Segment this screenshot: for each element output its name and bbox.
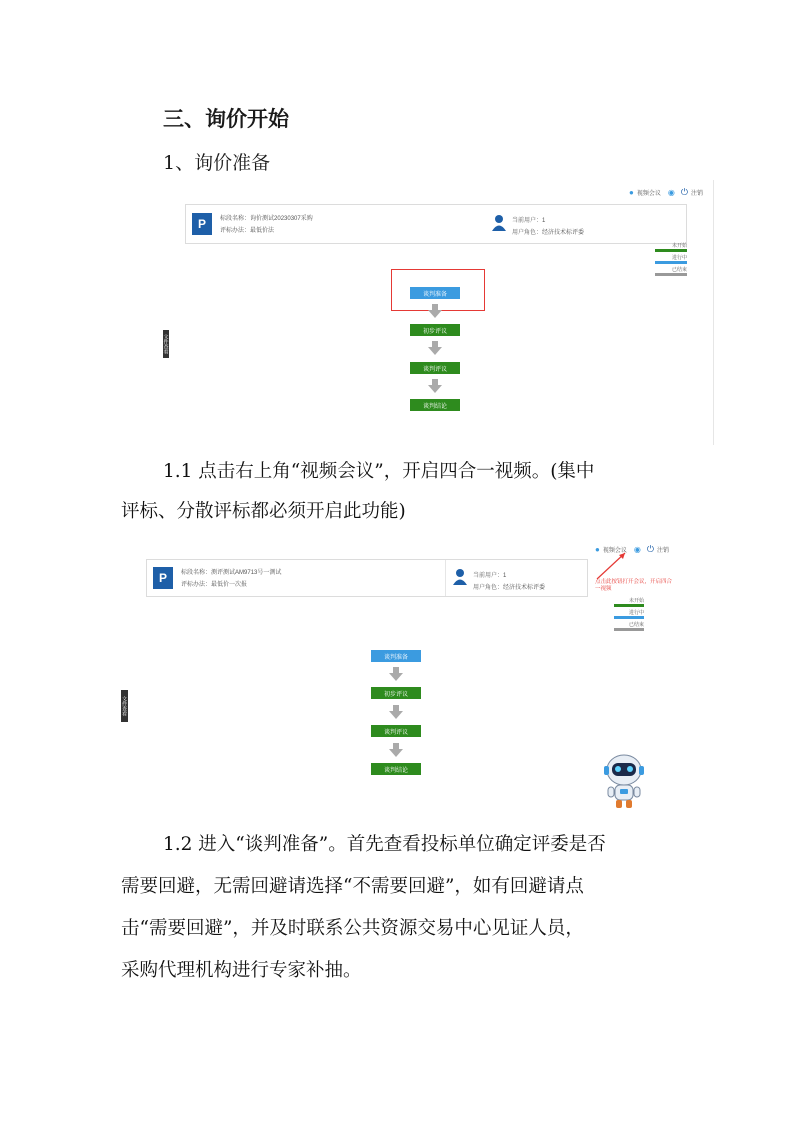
arrow-down-icon	[428, 304, 442, 318]
legend-bar-blue	[655, 261, 687, 264]
robot-assistant-icon[interactable]	[599, 752, 649, 810]
legend-bar-gray	[655, 273, 687, 276]
eval-method: 评标办法：最低价一次报	[181, 582, 248, 588]
ppt-icon: P	[153, 567, 173, 589]
power-icon[interactable]: ⏻	[680, 187, 688, 197]
user-role: 用户角色：经济技术标评委	[473, 585, 546, 591]
legend-bar-gray	[614, 628, 644, 631]
current-user: 当前用户：1	[473, 573, 507, 579]
file-view-tab[interactable]: 文件查看	[121, 690, 128, 722]
arrow-down-icon	[389, 743, 403, 757]
top-bar	[629, 187, 703, 198]
arrow-down-icon	[428, 341, 442, 355]
paragraph-2-line-1: 1.2 进入“谈判准备”。首先查看投标单位确定评委是否	[163, 834, 606, 855]
step-negotiation-eval[interactable]: 谈判评议	[371, 725, 421, 737]
legend-not-started: 未开始	[671, 243, 687, 249]
paragraph-1-line-2: 评标、分散评标都必须开启此功能)	[121, 501, 406, 522]
arrow-down-icon	[389, 667, 403, 681]
screenshot-1	[163, 180, 715, 445]
info-card	[146, 559, 588, 597]
project-name: 标段名称：询价测试20230307采购	[220, 216, 313, 222]
user-role: 用户角色：经济技术标评委	[512, 230, 585, 236]
section-heading: 三、询价开始	[163, 107, 289, 131]
step-conclusion[interactable]: 谈判结论	[371, 763, 421, 775]
user-icon	[492, 214, 506, 231]
info-card	[185, 204, 687, 244]
annotation-text: 点击此按钮打开会议，开启四合一视频	[595, 579, 673, 592]
arrow-down-icon	[389, 705, 403, 719]
step-negotiation-prep[interactable]: 谈判准备	[371, 650, 421, 662]
right-edge	[713, 180, 714, 445]
paragraph-2-line-4: 采购代理机构进行专家补抽。	[121, 960, 362, 981]
legend-bar-blue	[614, 616, 644, 619]
legend-bar-green	[655, 249, 687, 252]
step-preliminary[interactable]: 初步评议	[410, 324, 460, 336]
annotation-arrow	[591, 549, 631, 581]
step-preliminary[interactable]: 初步评议	[371, 687, 421, 699]
card-divider	[445, 560, 446, 596]
file-view-tab[interactable]: 文件查看	[163, 330, 169, 358]
step-negotiation-prep[interactable]: 谈判准备	[410, 287, 460, 299]
current-user: 当前用户：1	[512, 218, 546, 224]
legend-not-started: 未开始	[628, 598, 644, 604]
paragraph-2-line-2: 需要回避，无需回避请选择“不需要回避”，如有回避请点	[121, 876, 584, 897]
paragraph-2-line-3: 击“需要回避”，并及时联系公共资源交易中心见证人员，	[121, 918, 584, 939]
ppt-icon: P	[192, 213, 212, 235]
logout-link[interactable]: 注销	[690, 191, 703, 197]
eye-icon[interactable]: ◉	[667, 188, 675, 197]
project-name: 标段名称：测评测试AM9713号一测试	[181, 570, 282, 576]
legend-finished: 已结束	[671, 267, 687, 273]
arrow-down-icon	[428, 379, 442, 393]
legend-in-progress: 进行中	[671, 255, 687, 261]
power-icon[interactable]: ⏻	[646, 544, 654, 554]
video-meeting-link[interactable]: 视频会议	[636, 191, 661, 197]
location-icon: ●	[595, 545, 600, 554]
legend-in-progress: 进行中	[628, 610, 644, 616]
subsection-heading: 1、询价准备	[163, 152, 271, 174]
eval-method: 评标办法：最低价法	[220, 228, 275, 234]
step-negotiation-eval[interactable]: 谈判评议	[410, 362, 460, 374]
location-icon: ●	[629, 188, 634, 197]
user-icon	[453, 568, 467, 585]
eye-icon[interactable]: ◉	[633, 545, 641, 554]
screenshot-2	[121, 537, 676, 812]
legend-finished: 已结束	[628, 622, 644, 628]
logout-link[interactable]: 注销	[656, 548, 669, 554]
video-meeting-link[interactable]: 视频会议	[602, 548, 627, 554]
step-conclusion[interactable]: 谈判结论	[410, 399, 460, 411]
paragraph-1-line-1: 1.1 点击右上角“视频会议”，开启四合一视频。(集中	[163, 461, 595, 482]
legend	[655, 242, 687, 276]
legend	[614, 597, 644, 631]
legend-bar-green	[614, 604, 644, 607]
